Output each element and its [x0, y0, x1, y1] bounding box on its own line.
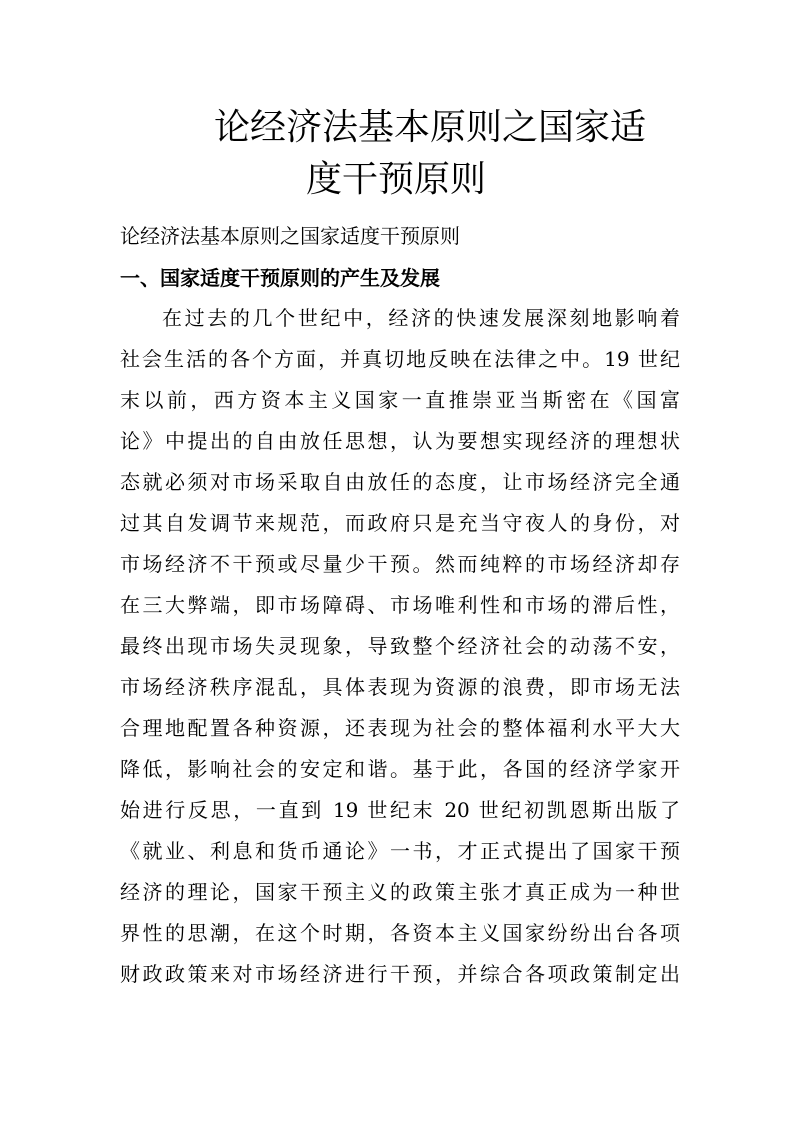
body-line: 社会生活的各个方面，并真切地反映在法律之中。19 世纪	[120, 347, 680, 371]
body-line: 降低，影响社会的安定和谐。基于此，各国的经济学家开	[120, 757, 680, 781]
body-line: 末以前，西方资本主义国家一直推崇亚当斯密在《国富	[120, 388, 680, 412]
body-line: 合理地配置各种资源，还表现为社会的整体福利水平大大	[120, 716, 680, 740]
body-line: 态就必须对市场采取自由放任的态度，让市场经济完全通	[120, 470, 680, 494]
body-line: 论》中提出的自由放任思想，认为要想实现经济的理想状	[120, 429, 680, 453]
body-line: 经济的理论，国家干预主义的政策主张才真正成为一种世	[120, 880, 680, 904]
section-heading: 一、国家适度干预原则的产生及发展	[120, 266, 440, 290]
body-line: 界性的思潮，在这个时期，各资本主义国家纷纷出台各项	[120, 921, 680, 945]
body-line: 在过去的几个世纪中，经济的快速发展深刻地影响着	[162, 306, 680, 330]
body-line: 在三大弊端，即市场障碍、市场唯利性和市场的滞后性，	[120, 593, 680, 617]
body-line: 最终出现市场失灵现象，导致整个经济社会的动荡不安，	[120, 634, 680, 658]
body-line: 始进行反思，一直到 19 世纪末 20 世纪初凯恩斯出版了	[120, 798, 680, 822]
body-line: 《就业、利息和货币通论》一书，才正式提出了国家干预	[120, 839, 680, 863]
body-paragraph	[120, 298, 680, 995]
document-title	[120, 102, 674, 206]
body-line: 过其自发调节来规范，而政府只是充当守夜人的身份，对	[120, 511, 680, 535]
document-title-line-2: 度干预原则	[306, 159, 487, 200]
document-title-line-1: 论经济法基本原则之国家适	[214, 107, 647, 148]
document-subtitle: 论经济法基本原则之国家适度干预原则	[120, 224, 460, 248]
body-line: 市场经济秩序混乱，具体表现为资源的浪费，即市场无法	[120, 675, 680, 699]
body-line: 市场经济不干预或尽量少干预。然而纯粹的市场经济却存	[120, 552, 680, 576]
body-line: 财政政策来对市场经济进行干预，并综合各项政策制定出	[120, 962, 680, 986]
